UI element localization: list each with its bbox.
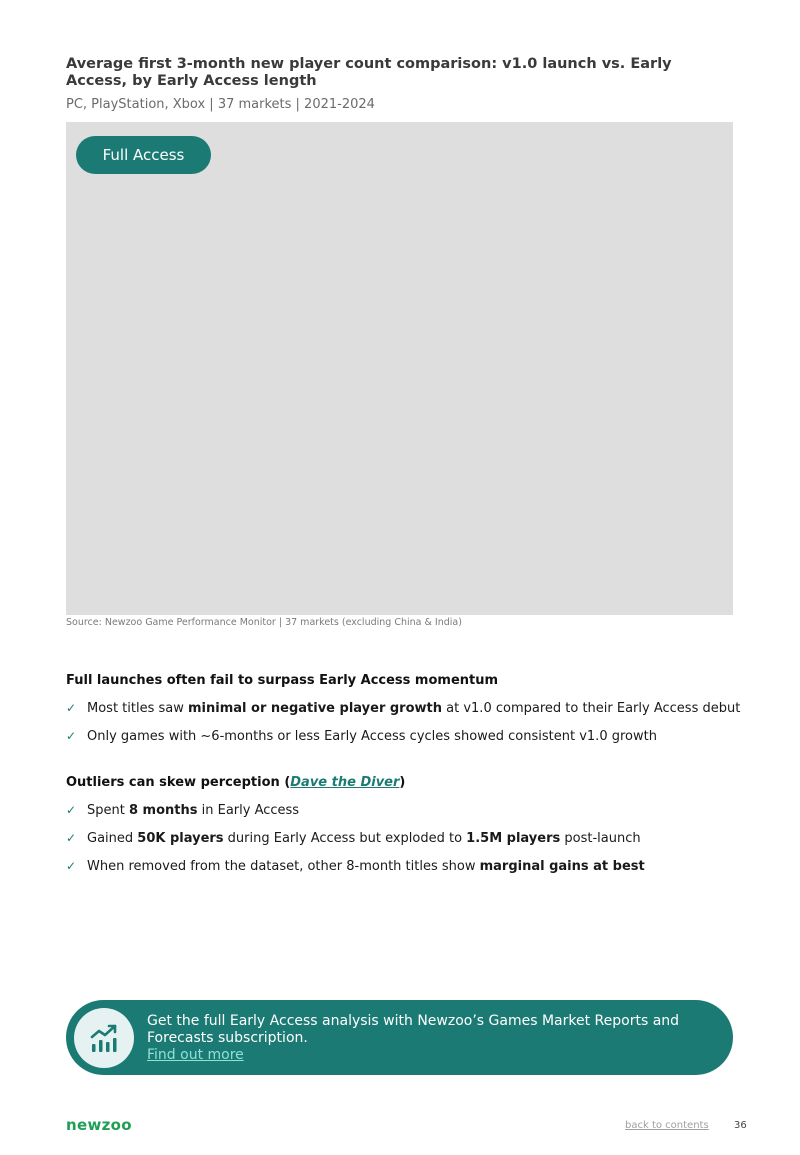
section-heading-full-launches: Full launches often fail to surpass Early Access momentum bbox=[66, 673, 499, 688]
bullet-item: ✓ Gained 50K players during Early Access but exploded to 1.5M players post-launch bbox=[66, 831, 641, 846]
chart-growth-icon bbox=[88, 1022, 120, 1054]
subscription-banner bbox=[66, 1000, 733, 1075]
back-to-contents-link[interactable]: back to contents bbox=[625, 1120, 709, 1131]
source-note: Source: Newzoo Game Performance Monitor | 37 markets (excluding China & India) bbox=[66, 617, 462, 628]
page-number: 36 bbox=[734, 1120, 747, 1131]
bullet-item: ✓ When removed from the dataset, other 8-month titles show marginal gains at best bbox=[66, 859, 645, 874]
checkmark-icon: ✓ bbox=[66, 859, 77, 873]
checkmark-icon: ✓ bbox=[66, 729, 77, 743]
bullet-item: ✓ Most titles saw minimal or negative player growth at v1.0 compared to their Early Access debut bbox=[66, 701, 741, 716]
checkmark-icon: ✓ bbox=[66, 701, 77, 715]
checkmark-icon: ✓ bbox=[66, 803, 77, 817]
full-access-toggle[interactable]: Full Access bbox=[76, 136, 211, 174]
chart-subtitle: PC, PlayStation, Xbox | 37 markets | 2021-2024 bbox=[66, 97, 375, 112]
newzoo-logo: newzoo bbox=[66, 1116, 132, 1134]
checkmark-icon: ✓ bbox=[66, 831, 77, 845]
banner-text: Get the full Early Access analysis with Newzoo’s Games Market Reports and Forecasts subscription. bbox=[147, 1013, 680, 1046]
bullet-item: ✓ Only games with ~6-months or less Early Access cycles showed consistent v1.0 growth bbox=[66, 729, 657, 744]
chart-title: Average first 3-month new player count comparison: v1.0 launch vs. Early Access, by Early Access length bbox=[66, 56, 672, 89]
chart-placeholder bbox=[66, 122, 733, 615]
banner-icon-badge bbox=[74, 1008, 134, 1068]
find-out-more-link[interactable]: Find out more bbox=[147, 1047, 244, 1063]
bullet-item: ✓ Spent 8 months in Early Access bbox=[66, 803, 300, 818]
dave-the-diver-link[interactable]: Dave the Diver bbox=[290, 775, 400, 790]
section-heading-outliers: Outliers can skew perception (Dave the Diver) bbox=[66, 775, 406, 790]
